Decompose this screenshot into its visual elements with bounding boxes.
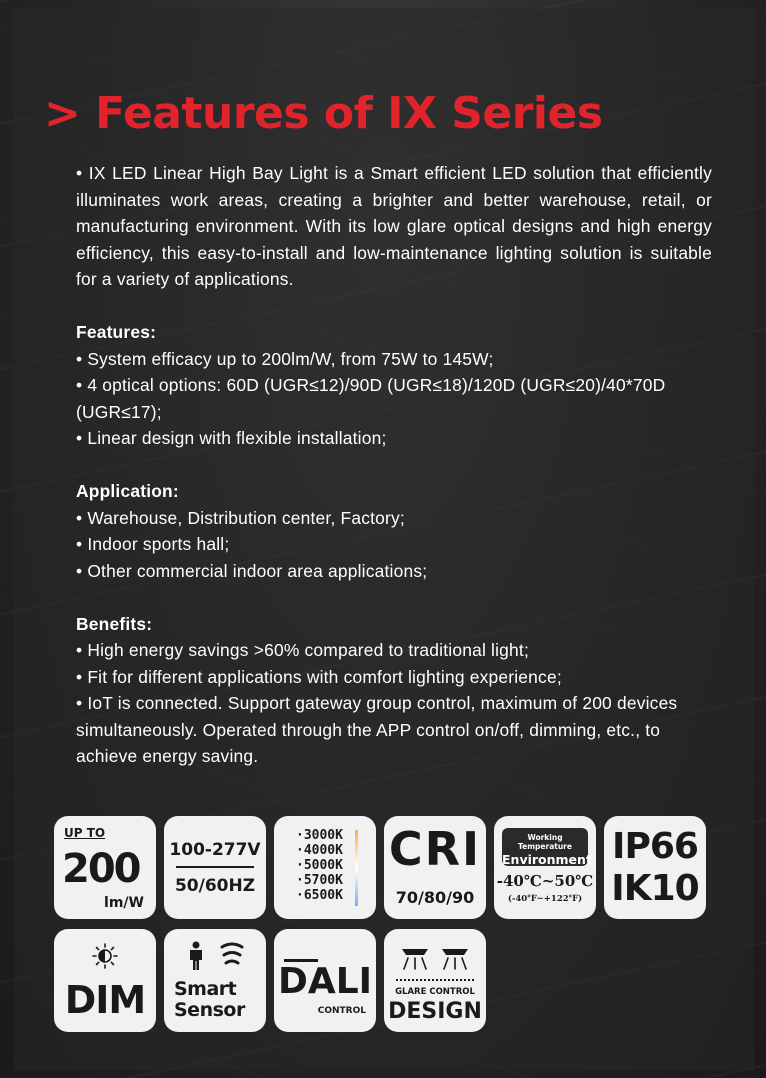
- sun-icon: [92, 943, 118, 969]
- cct-item: ·5700K: [296, 873, 343, 888]
- glare-badge: [384, 929, 486, 1032]
- design-label: DESIGN: [388, 999, 482, 1024]
- benefit-item: • IoT is connected. Support gateway group control, maximum of 200 devices simultaneously. Operated through the APP control on/off, dimming, etc., to achieve energy saving.: [76, 693, 678, 766]
- working-temperature-label: Working Temperature: [518, 833, 572, 851]
- efficacy-unit: lm/W: [104, 895, 144, 911]
- feature-badges: [54, 816, 734, 1042]
- feature-item: • System efficacy up to 200lm/W, from 75W to 145W;: [76, 348, 494, 369]
- efficacy-badge: [54, 816, 156, 919]
- feature-item: • 4 optical options: 60D (UGR≤12)/90D (UGR≤18)/120D (UGR≤20)/40*70D (UGR≤17);: [76, 375, 666, 422]
- cct-item: ·4000K: [296, 843, 343, 858]
- person-icon: [184, 941, 208, 971]
- sensor-wave-icon: [218, 939, 246, 973]
- cri-values: 70/80/90: [395, 888, 475, 907]
- temperature-fahrenheit: (-40℉~+122℉): [507, 894, 583, 904]
- protection-badge: [604, 816, 706, 919]
- ik-rating: IK10: [611, 868, 699, 909]
- intro-paragraph: • IX LED Linear High Bay Light is a Smart efficient LED solution that efficiently illuminates work areas, creating a brighter and better warehouse, retail, or manufacturing environment. With its low glare optical designs and high energy efficiency, this easy-to-install and low-maintenance lighting solution is suitable for a variety of applications.: [76, 163, 712, 289]
- smart-sensor-label: [174, 979, 245, 1021]
- feature-item: • Linear design with flexible installation;: [76, 428, 387, 448]
- glare-lamp-icon: [394, 941, 476, 975]
- dali-label: DALI: [277, 961, 373, 1002]
- features-heading: Features:: [76, 322, 157, 342]
- application-item: • Other commercial indoor area applications;: [76, 560, 428, 581]
- glare-control-label: GLARE CONTROL: [395, 987, 475, 997]
- badge-row: [54, 816, 734, 919]
- glare-divider: [396, 979, 474, 981]
- smart-label: Smart: [174, 978, 237, 1000]
- dim-label: DIM: [64, 978, 146, 1022]
- cct-list: [296, 828, 343, 903]
- sensor-label: Sensor: [174, 999, 245, 1021]
- temperature-celsius: -40℃~50℃: [496, 872, 594, 890]
- cri-badge: [384, 816, 486, 919]
- application-heading: Application:: [76, 481, 179, 501]
- application-item: • Indoor sports hall;: [76, 534, 230, 554]
- page-title: > Features of IX Series: [44, 88, 603, 139]
- dali-badge: [274, 929, 376, 1032]
- benefit-item: • High energy savings >60% compared to traditional light;: [76, 640, 529, 660]
- badge-row: [54, 929, 734, 1032]
- dim-badge: [54, 929, 156, 1032]
- cct-item: ·3000K: [296, 828, 343, 843]
- voltage-divider: [176, 866, 254, 868]
- dali-control-label: CONTROL: [317, 1006, 366, 1016]
- color-temperature-bar: [355, 830, 358, 906]
- environment-label: Environment: [502, 852, 592, 867]
- frequency-label: 50/60HZ: [174, 876, 256, 896]
- efficacy-upto-label: UP TO: [64, 826, 106, 840]
- application-item: • Warehouse, Distribution center, Factory;: [76, 507, 405, 528]
- voltage-range: 100-277V: [169, 840, 261, 860]
- sensor-badge: [164, 929, 266, 1032]
- cct-item: ·6500K: [296, 888, 343, 903]
- efficacy-value: 200: [62, 846, 140, 892]
- temperature-badge: [494, 816, 596, 919]
- environment-box: [502, 828, 592, 867]
- cri-label: CRI: [388, 822, 482, 876]
- benefits-heading: Benefits:: [76, 613, 153, 634]
- voltage-badge: [164, 816, 266, 919]
- cct-badge: [274, 816, 376, 919]
- benefit-item: • Fit for different applications with comfort lighting experience;: [76, 666, 562, 687]
- cct-item: ·5000K: [296, 858, 343, 873]
- ip-rating: IP66: [612, 826, 698, 867]
- content-body: [76, 160, 712, 770]
